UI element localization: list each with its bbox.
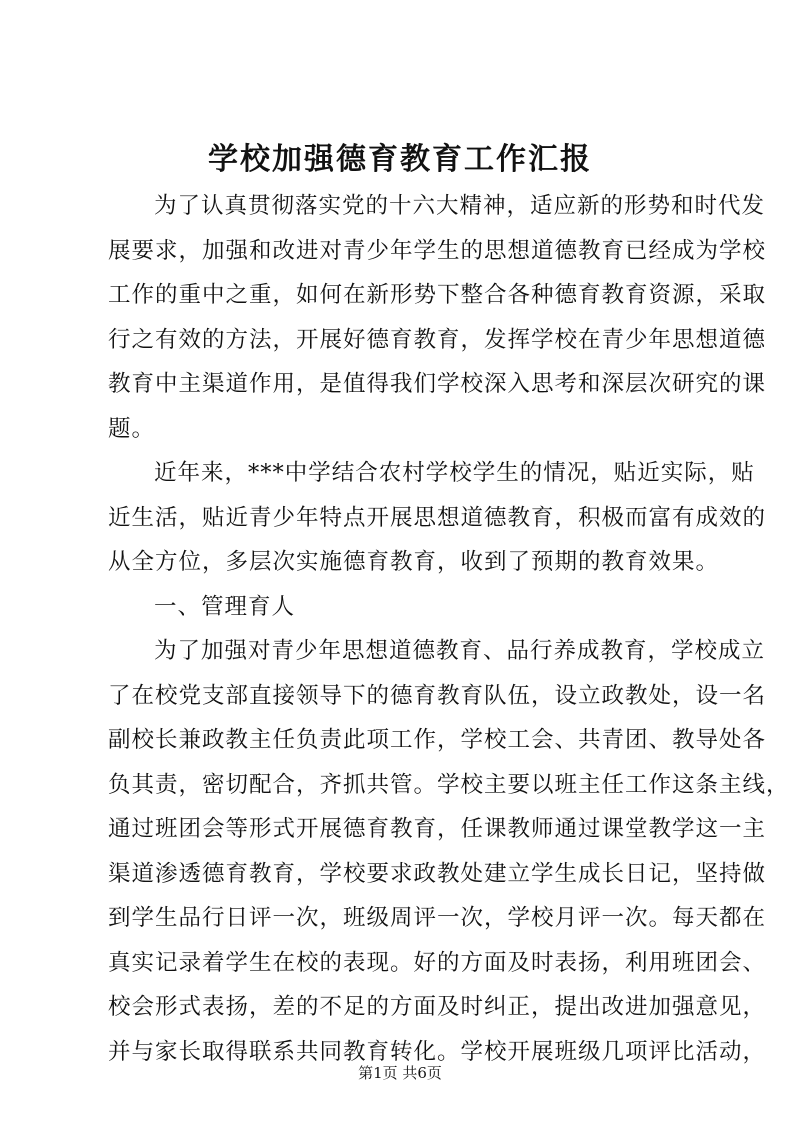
page-footer: 第1页 共6页 [358,1064,442,1082]
paragraph-line: 副校长兼政教主任负责此项工作，学校工会、共青团、教导处各 [108,727,767,753]
paragraph-line: 题。 [108,415,156,442]
paragraph-line: 渠道渗透德育教育，学校要求政教处建立学生成长日记，坚持做 [108,860,767,887]
paragraph-line: 近年来，***中学结合农村学校学生的情况，贴近实际，贴 [154,460,755,486]
paragraph-line: 为了加强对青少年思想道德教育、品行养成教育，学校成立 [154,638,766,664]
paragraph-line: 教育中主渠道作用，是值得我们学校深入思考和深层次研究的课 [108,371,767,397]
paragraph-line: 并与家长取得联系共同教育转化。学校开展班级几项评比活动， [108,1038,767,1065]
paragraph-line: 行之有效的方法，开展好德育教育，发挥学校在青少年思想道德 [108,326,767,353]
paragraph-line: 通过班团会等形式开展德育教育，任课教师通过课堂教学这一主 [108,816,767,842]
paragraph-line: 工作的重中之重，如何在新形势下整合各种德育教育资源，采取 [108,282,767,308]
paragraph-line: 了在校党支部直接领导下的德育教育队伍，设立政教处，设一名 [108,682,767,709]
section-heading: 一、管理育人 [154,593,296,620]
paragraph-line: 为了认真贯彻落实党的十六大精神，适应新的形势和时代发 [154,193,766,219]
paragraph-line: 到学生品行日评一次，班级周评一次，学校月评一次。每天都在 [108,905,767,931]
paragraph-line: 校会形式表扬，差的不足的方面及时纠正，提出改进加强意见， [108,994,767,1020]
paragraph-line: 近生活，贴近青少年特点开展思想道德教育，积极而富有成效的 [108,504,767,531]
document-body [108,184,790,1074]
document-title: 学校加强德育教育工作汇报 [208,142,592,177]
paragraph-line: 真实记录着学生在校的表现。好的方面及时表扬，利用班团会、 [108,949,767,976]
paragraph-line: 负其责，密切配合，齐抓共管。学校主要以班主任工作这条主线， [108,771,790,798]
paragraph-line: 从全方位，多层次实施德育教育，收到了预期的教育效果。 [108,549,720,575]
paragraph-line: 展要求，加强和改进对青少年学生的思想道德教育已经成为学校 [108,237,767,264]
